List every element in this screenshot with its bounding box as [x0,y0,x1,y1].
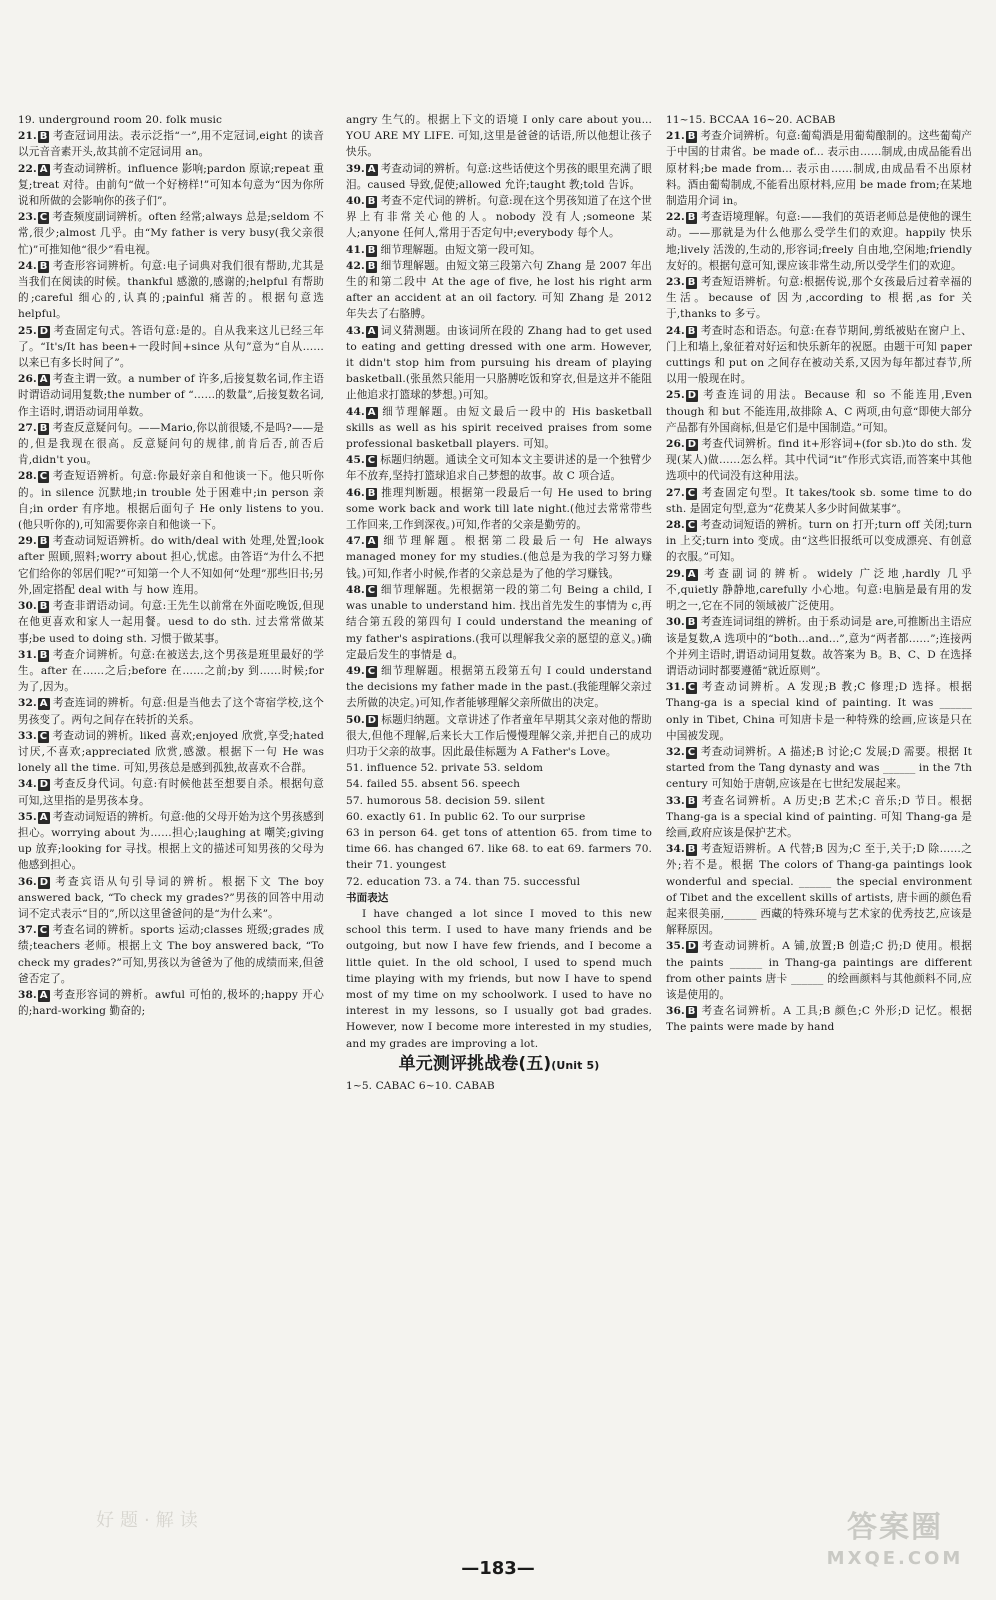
question-number: 40. [346,195,365,208]
answer-choice-badge: C [367,584,376,596]
page-number: —183— [461,1558,535,1579]
question-number: 24. [666,324,685,337]
explanation-text: 考查频度副词辨析。often 经常;always 总是;seldom 不常,很少;almost 几乎。由“My father is very busy(我父亲很忙)”可推知他“很少”看电视。 [18,211,324,256]
answer-explanation [18,533,324,598]
answer-explanation [346,485,652,534]
answer-explanation [666,128,972,209]
question-number: 31. [666,681,685,694]
question-number: 37. [18,924,37,937]
question-number: 34. [666,843,685,856]
answer-choice-badge: A [687,568,696,580]
writing-sample-paragraph: I have changed a lot since I moved to this new school this term. I used to have many friends and be outgoing, but now I have few friends, and I become a little quiet. In the old school, I used to spend much time playing with my friends, but now I have to spend most of my time on my schoolwork. I used to have no interest in my lessons, so I usually got bad grades. However, now I become more interested in my studies, and my grades are improving a lot. [346,907,652,1050]
answer-explanation [666,793,972,842]
answer-choice-badge: A [39,163,48,175]
answer-explanation [18,695,324,727]
answer-explanation [666,323,972,388]
explanation-text: 考查形容词的辨析。awful 可怕的,极坏的;happy 开心的;hard-working 勤奋的; [18,988,324,1018]
answer-explanation [18,420,324,469]
answer-choice-badge: C [687,520,696,532]
explanation-text: 考查动词短语的辨析。句意:他的父母开始为这个男孩感到担心。worrying about 为……担心;laughing at 嘲笑;giving up 放弃;looking for 寻找。根据上文的描述可知男孩的父母为他感到担心。 [18,810,324,872]
explanation-text: 考查名词的辨析。sports 运动;classes 班级;grades 成绩;teachers 老师。根据上文 The boy answered back, “To check my grades?”可知,男孩以为爸爸为了他的成绩而来,但爸爸否定了。 [18,924,324,985]
answer-choice-badge: B [39,260,48,272]
answer-explanation [346,161,652,193]
explanation-text: 考查短语辨析。句意:根据传说,那个女孩最后过着幸福的生活。because of 因为,according to 根据,as for 关于,thanks to 多亏。 [666,276,972,321]
answer-explanation [346,323,652,404]
answer-choice-badge: D [687,390,697,402]
answer-explanation [666,566,972,615]
answer-explanation [18,598,324,647]
answer-explanation [346,404,652,453]
answer-explanation [18,809,324,874]
explanation-text: 考查动词短语的辨析。turn on 打开;turn off 关闭;turn in 上交;turn into 变成。由“这些旧报纸可以变成漂亮、有创意的衣服。”可知。 [666,519,972,564]
answer-choice-badge: A [367,325,376,337]
answer-choice-badge: B [367,196,376,208]
answer-explanation [18,371,324,420]
answer-explanation [18,874,324,923]
answer-line: 72. education 73. a 74. than 75. successful [346,875,581,888]
question-number: 26. [18,373,37,386]
answer-choice-badge: C [39,925,48,937]
explanation-text: 考查冠词用法。表示泛指“一”,用不定冠词,eight 的读音以元音音素开头,故其前不定冠词用 an。 [18,130,324,159]
question-number: 30. [666,616,685,629]
explanation-text: 考查动词辨析。A 发现;B 教;C 修理;D 选择。根据 Thang-ga is a special kind of painting. It was ______ only in Tibet, China 可知唐卡是一种特殊的绘画,应该是只在中国被发现。 [666,681,972,742]
answer-explanation [346,712,652,761]
explanation-text: 考查介词辨析。句意:在被送去,这个男孩是班里最好的学生。after 在……之后;before 在……之前;by 到……时候;for 为了,因为。 [18,648,324,694]
question-number: 43. [346,324,365,337]
question-number: 25. [18,324,37,337]
answer-choice-badge: B [687,277,696,289]
answer-choice-badge: B [39,649,48,661]
explanation-text: 考查固定句式。答语句意:是的。自从我来这儿已经三年了。“It's/It has been+一段时间+since 从句”意为“自从……以来已有多长时间了”。 [18,324,324,370]
question-number: 30. [18,600,37,613]
answer-line: 54. failed 55. absent 56. speech [346,778,521,791]
answer-choice-badge: C [367,665,376,677]
answer-choice-badge: B [687,795,696,807]
watermark-url-text: MXQE.COM [826,1548,964,1569]
question-number: 32. [666,745,685,758]
answer-choice-badge: B [367,244,376,256]
explanation-text: 细节理解题。先根据第一段的第二句 Being a child, I was unable to understand him. 找出首先发生的事情为 c,再结合第五段的第四句 I could understand the meaning of my father's aspirations.(我可以理解我父亲的愿望的意义。)确定最后发生的事情是 d。 [346,583,652,661]
faded-stamp-text: 好题·解读 [96,1510,204,1531]
answer-explanation [18,776,324,808]
answer-line: 1~5. CABAC 6~10. CABAB [346,1079,495,1092]
answer-choice-badge: B [687,325,696,337]
answer-explanation [346,533,652,582]
question-number: 34. [18,778,37,791]
question-number: 22. [18,162,37,175]
question-number: 27. [666,486,685,499]
answer-explanation [666,614,972,679]
answer-line: 51. influence 52. private 53. seldom [346,762,543,775]
answer-line: 11~15. BCCAA 16~20. ACBAB [666,114,836,126]
explanation-text: 细节理解题。根据第二段最后一句 He always managed money for my studies.(他总是为我的学习努力赚钱。)可知,作者小时候,作者的父亲总是为了他的学习赚钱。 [346,535,652,580]
answer-choice-badge: C [39,471,48,483]
explanation-text: 考查不定代词的辨析。句意:现在这个男孩知道了在这个世界上有非常关心他的人。nobody 没有人;someone 某人;anyone 任何人,常用于否定句中;everybody 每个人。 [346,195,652,240]
unit-test-title-sub: (Unit 5) [551,1058,600,1072]
explanation-text: 考查动词辨析。A 描述;B 讨论;C 发展;D 需要。根据 It started from the Tang dynasty and was ______ in the 7th century 可知始于唐朝,应该是在七世纪发展起来。 [666,745,972,791]
answer-choice-badge: D [39,876,49,888]
explanation-text: 考查介词辨析。句意:葡萄酒是用葡萄酿制的。这些葡萄产于中国的甘肃省。be made of... 表示由……制成,由成品能看出原材料;be made from... 表示由……制成,由成品看不出原材料。酒由葡萄制成,不能看出原材料,应用 be made from;在某地制造用介词 in。 [666,130,972,208]
answer-choice-badge: C [687,487,696,499]
explanation-text: 考查连词词组的辨析。由于系动词是 are,可推断出主语应该是复数,A 选项中的“both...and...”,意为“两者都……”;连接两个并列主语时,谓语动词用复数。故答案为 B。B、C、D 在选择谓语动词时都要遵循“就近原则”。 [666,616,972,677]
answer-choice-badge: C [367,455,376,467]
answer-choice-badge: B [687,844,696,856]
question-number: 42. [346,259,365,272]
explanation-text: 考查动词的辨析。liked 喜欢;enjoyed 欣赏,享受;hated 讨厌,不喜欢;appreciated 欣赏,感激。根据下一句 He was lonely all the time. 可知,男孩总是感到孤独,故喜欢不合群。 [18,729,324,775]
answer-line: angry 生气的。根据上下文的语境 I only care about you... YOU ARE MY LIFE. 可知,这里是爸爸的话语,所以他想让孩子快乐。 [346,114,652,159]
answer-choice-badge: B [367,487,376,499]
answer-explanation [666,436,972,485]
explanation-text: 标题归纳题。文章讲述了作者童年早期其父亲对他的帮助很大,但他不理解,后来长大工作后慢慢理解父亲,并把自己的成功归功于父亲的故事。因此最佳标题为 A Father's Love。 [346,713,652,758]
answer-explanation [666,517,972,566]
answer-choice-badge: C [39,212,48,224]
question-number: 22. [666,211,685,224]
explanation-text: 考查语境理解。句意:——我们的英语老师总是使他的课生动。——那就是为什么他那么受学生们的欢迎。happily 快乐地;lively 活泼的,生动的,形容词;freely 自由地,空闲地;friendly 友好的。根据句意可知,课应该非常生动,所以受学生们的欢迎。 [666,211,972,272]
question-number: 23. [18,211,37,224]
answer-explanation [18,323,324,372]
question-number: 25. [666,389,685,402]
answer-choice-badge: B [39,131,48,143]
answer-explanation [666,485,972,517]
answer-explanation [666,679,972,744]
section-heading: 书面表达 [346,891,389,904]
answer-choice-badge: A [39,698,48,710]
question-number: 46. [346,486,365,499]
question-number: 38. [18,988,37,1001]
question-number: 35. [666,940,685,953]
unit-test-title-main: 单元测评挑战卷(五) [398,1053,552,1074]
question-number: 44. [346,405,365,418]
answer-choice-badge: A [367,536,376,548]
question-number: 28. [666,519,685,532]
question-number: 29. [18,535,37,548]
answer-explanation [346,582,652,663]
answer-choice-badge: A [39,811,48,823]
question-number: 33. [18,729,37,742]
question-number: 47. [346,535,365,548]
question-number: 27. [18,421,37,434]
explanation-text: 细节理解题。根据第五段第五句 I could understand the decisions my father made in the past.(我能理解父亲过去所做的决定。)可知,作者能够理解父亲所做出的决定。 [346,664,652,710]
answer-explanation [18,987,324,1019]
explanation-text: 考查动词的辨析。句意:这些话使这个男孩的眼里充满了眼泪。caused 导致,促使;allowed 允许;taught 教;told 告诉。 [346,162,652,191]
explanation-text: 考查短语辨析。A 代替;B 因为;C 至于,关于;D 除……之外;若不是。根据 The colors of Thang-ga paintings look wonderful and special. ______ the special environment of Tibet and the excellent skills of artists, 唐卡画的颜色看起来很美丽,______ 西藏的特殊环境与艺术家的优秀技艺,应该是解释原因。 [666,843,972,937]
answer-choice-badge: C [687,746,696,758]
answer-explanation [346,242,652,258]
answer-column-right [666,112,972,1036]
explanation-text: 考查名词辨析。A 工具;B 颜色;C 外形;D 记忆。根据 The paints were made by hand [666,1005,972,1034]
answer-choice-badge: B [687,131,696,143]
question-number: 49. [346,664,365,677]
explanation-text: 考查动词辨析。A 铺,放置;B 创造;C 扔;D 使用。根据 the paints ______ in Thang-ga paintings are different from other paints 唐卡 ______ 的绘画颜料与其他颜料不同,应该是使用的。 [666,940,972,1001]
explanation-text: 细节理解题。由短文第三段第六句 Zhang 是 2007 年出生的和第二段中 At the age of five, he lost his right arm after an accident at an oil factory. 可知 Zhang 是 2012 年失去了右胳膊。 [346,259,652,321]
question-number: 36. [18,875,37,888]
explanation-text: 考查连词的用法。Because 和 so 不能连用,Even though 和 but 不能连用,故排除 A、C 两项,由句意“即使大部分产品都有外国商标,但是它们是中国制造。”可知。 [666,389,972,434]
explanation-text: 考查名词辨析。A 历史;B 艺术;C 音乐;D 节日。根据 Thang-ga is a special kind of painting. 可知 Thang-ga 是绘画,政府应该是保护艺术。 [666,794,972,839]
question-number: 31. [18,648,37,661]
answer-explanation [18,128,324,160]
explanation-text: 考查形容词辨析。句意:电子词典对我们很有帮助,尤其是当我们在阅读的时候。thankful 感激的,感谢的;helpful 有帮助的;careful 细心的,认真的;painful 痛苦的。根据句意选 helpful。 [18,259,324,321]
explanation-text: 考查副词的辨析。widely 广泛地,hardly 几乎不,quietly 静静地,carefully 小心地。句意:电脑是最有用的发明之一,它在不同的领域被广泛使用。 [666,567,972,613]
question-number: 50. [346,713,365,726]
answer-choice-badge: B [367,260,376,272]
answer-column-middle [346,112,652,1094]
explanation-text: 考查代词辨析。find it+形容词+(for sb.)to do sth. 发现(某人)做……怎么样。其中代词“it”作形式宾语,而答案中其他选项中的代词没有这种用法。 [666,438,972,483]
question-number: 36. [666,1005,685,1018]
answer-explanation [666,744,972,793]
answer-choice-badge: B [39,536,48,548]
question-number: 33. [666,794,685,807]
answer-choice-badge: B [39,601,48,613]
question-number: 21. [666,130,685,143]
question-number: 32. [18,697,37,710]
answer-explanation [666,209,972,274]
answer-explanation [346,452,652,484]
answer-choice-badge: B [39,422,48,434]
explanation-text: 考查连词的辨析。句意:但是当他去了这个寄宿学校,这个男孩变了。两句之间存在转折的关系。 [18,697,324,726]
answer-explanation [18,161,324,210]
answer-explanation [18,209,324,258]
answer-explanation [346,663,652,712]
answer-choice-badge: A [39,989,48,1001]
answer-column-left [18,112,324,1019]
answer-line: 63 in person 64. get tons of attention 65. from time to time 66. has changed 67. like 68. to eat 69. farmers 70. their 71. youngest [346,826,652,872]
answer-explanation [18,728,324,777]
answer-explanation [666,274,972,323]
explanation-text: 考查动词短语辨析。do with/deal with 处理,处置;look after 照顾,照料;worry about 担心,忧虑。由答语“为什么不把它们给你的邻居们呢?”可知第一个人不知如何“处理”那些旧书;另外,固定搭配 deal with 与 how 连用。 [18,535,324,596]
unit-test-title [346,1052,652,1078]
answer-choice-badge: C [687,682,696,694]
answer-explanation [666,387,972,436]
explanation-text: 词义猜测题。由该词所在段的 Zhang had to get used to eating and getting dressed with one arm. However, it didn't stop him from pursuing his dream of playing basketball.(张虽然只能用一只胳膊吃饭和穿衣,但是这并不能阻止他追求打篮球的梦想。)可知。 [346,324,652,402]
question-number: 45. [346,454,365,467]
question-number: 41. [346,243,365,256]
question-number: 48. [346,583,365,596]
answer-line: 57. humorous 58. decision 59. silent [346,794,545,807]
explanation-text: 考查非谓语动词。句意:王先生以前常在外面吃晚饭,但现在他更喜欢和家人一起用餐。uesd to do sth. 过去常常做某事;be used to doing sth. 习惯于做某事。 [18,600,324,645]
explanation-text: 推理判断题。根据第一段最后一句 He used to bring some work back and work till late night.(他过去常常带些工作回来,工作到深夜。)可知,作者的父亲是勤劳的。 [346,486,652,532]
explanation-text: 考查固定句型。It takes/took sb. some time to do sth. 是固定句型,意为“花费某人多少时间做某事”。 [666,486,972,515]
watermark-logo-text: 答案圈 [847,1510,943,1545]
answer-explanation [666,841,972,938]
answer-explanation [18,647,324,696]
question-number: 26. [666,438,685,451]
explanation-text: 考查反身代词。句意:有时候他甚至想要自杀。根据句意可知,这里指的是男孩本身。 [18,778,324,807]
answer-explanation [18,468,324,533]
explanation-text: 考查短语辨析。句意:你最好亲自和他谈一下。他只听你的。in silence 沉默地;in trouble 处于困难中;in person 亲自;in order 有序地。根据后面句子 He only listens to you.(他只听你的),可知需要你亲自和他谈一下。 [18,470,324,532]
answer-choice-badge: A [367,163,376,175]
answer-choice-badge: D [367,714,377,726]
question-number: 28. [18,470,37,483]
explanation-text: 标题归纳题。通读全文可知本文主要讲述的是一个独臂少年不放弃,坚持打篮球追求自己梦想的故事。故 C 项合适。 [346,454,652,483]
question-number: 39. [346,162,365,175]
answer-explanation [346,258,652,323]
explanation-text: 考查主谓一致。a number of 许多,后接复数名词,作主语时谓语动词用复数;the number of “……的数量”,后接复数名词,作主语时,谓语动词用单数。 [18,373,324,418]
answer-choice-badge: A [367,406,376,418]
answer-choice-badge: D [39,779,49,791]
answer-choice-badge: B [687,617,696,629]
question-number: 23. [666,276,685,289]
answer-explanation [666,1003,972,1035]
question-number: 29. [666,567,685,580]
question-number: 24. [18,259,37,272]
answer-explanation [18,258,324,323]
answer-explanation [18,922,324,987]
explanation-text: 考查时态和语态。句意:在春节期间,剪纸被贴在窗户上、门上和墙上,象征着对好运和快乐新年的祝愿。由题干可知 paper cuttings 和 put on 之间存在被动关系,又因为每年都过春节,所以用一般现在时。 [666,324,972,386]
answer-choice-badge: B [687,1006,696,1018]
answer-choice-badge: A [39,374,48,386]
explanation-text: 考查反意疑问句。——Mario,你以前很矮,不是吗?——是的,但是我现在很高。反意疑问句的规律,前肯后否,前否后肯,didn't you。 [18,421,324,467]
site-watermark [820,1508,970,1588]
explanation-text: 考查动词辨析。influence 影响;pardon 原谅;repeat 重复;treat 对待。由前句“做一个好榜样!”可知本句意为“因为你所说和所做的会影响你的孩子们”。 [18,162,324,208]
explanation-text: 考查宾语从句引导词的辨析。根据下文 The boy answered back, “To check my grades?”男孩的回答中用动词不定式表示“目的”,所以这里爸爸问的是“为什么来”。 [18,875,324,920]
answer-line: 60. exactly 61. In public 62. To our surprise [346,810,586,823]
answer-choice-badge: D [687,941,697,953]
answer-choice-badge: B [687,212,696,224]
question-number: 35. [18,810,37,823]
explanation-text: 细节理解题。由短文第一段可知。 [380,243,541,256]
answer-explanation [666,938,972,1003]
answer-choice-badge: D [687,439,697,451]
question-number: 21. [18,130,37,143]
explanation-text: 细节理解题。由短文最后一段中的 His basketball skills as well as his spirit received praises from some professional basketball players. 可知。 [346,405,652,451]
answer-line: 19. underground room 20. folk music [18,114,223,126]
answer-choice-badge: C [39,730,48,742]
answer-choice-badge: D [39,325,49,337]
answer-explanation [346,193,652,242]
